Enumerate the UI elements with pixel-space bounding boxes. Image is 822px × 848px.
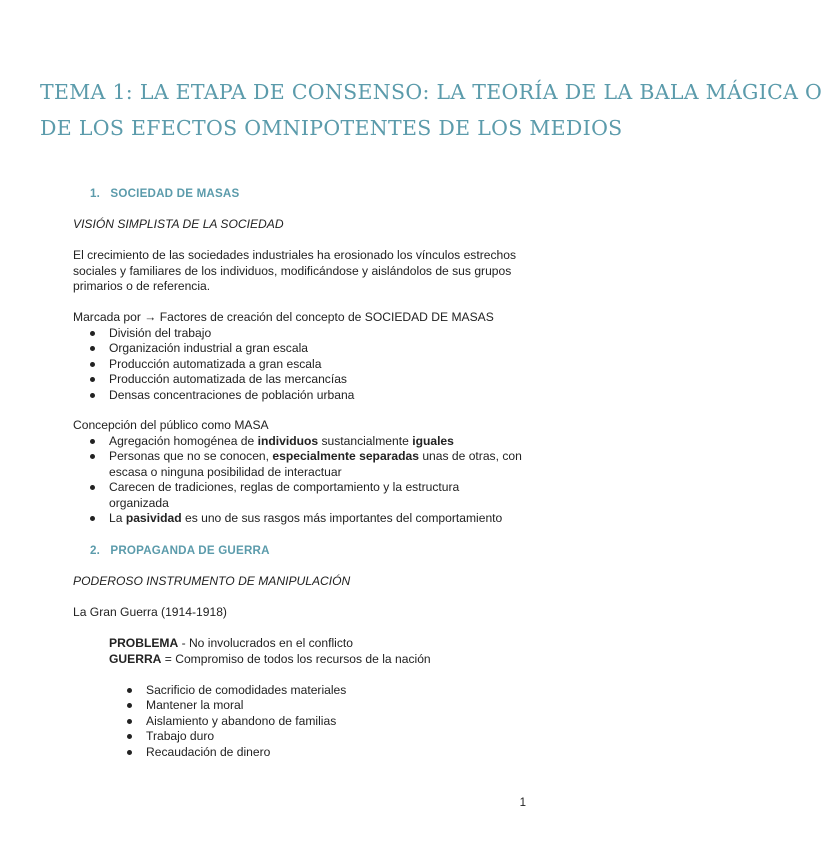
section-2-number: 2.	[90, 544, 101, 557]
list-item: La pasividad es uno de sus rasgos más importantes del comportamiento	[89, 511, 522, 527]
list-item: Organización industrial a gran escala	[89, 341, 354, 357]
list-item: División del trabajo	[89, 326, 354, 342]
factors-list	[89, 326, 354, 404]
masa-list	[89, 434, 522, 527]
list-item: Producción automatizada a gran escala	[89, 357, 354, 373]
section-1-heading-text: SOCIEDAD DE MASAS	[110, 187, 240, 200]
guerra-line	[109, 652, 431, 668]
list-item: Aislamiento y abandono de familias	[126, 714, 346, 730]
section-1-heading	[90, 186, 239, 202]
list-item: Carecen de tradiciones, reglas de comportamiento y la estructura organizada	[89, 480, 522, 511]
marcada-intro: Marcada por → Factores de creación del concepto de SOCIEDAD DE MASAS	[73, 310, 494, 324]
list-item: Personas que no se conocen, especialmente separadas unas de otras, con escasa o ninguna posibilidad de interactuar	[89, 449, 522, 480]
list-item: Agregación homogénea de individuos sustancialmente iguales	[89, 434, 522, 450]
list-item: Densas concentraciones de población urbana	[89, 388, 354, 404]
masa-intro: Concepción del público como MASA	[73, 418, 269, 432]
title-line-2: DE LOS EFECTOS OMNIPOTENTES DE LOS MEDIOS	[40, 116, 623, 140]
paragraph-line: primarios o de referencia.	[73, 279, 211, 293]
bold-term: individuos	[257, 433, 319, 448]
section-2-subtitle: PODEROSO INSTRUMENTO DE MANIPULACIÓN	[73, 574, 351, 588]
problema-label: PROBLEMA	[109, 636, 179, 650]
list-item: Mantener la moral	[126, 698, 346, 714]
list-item: Sacrificio de comodidades materiales	[126, 683, 346, 699]
document-title	[40, 74, 822, 146]
paragraph-line: sociales y familiares de los individuos, modificándose y aislándolos de sus grupos	[73, 263, 512, 278]
guerra-text: = Compromiso de todos los recursos de la nación	[161, 651, 431, 666]
bold-term: especialmente separadas	[272, 449, 419, 463]
war-items-list	[126, 683, 346, 761]
problema-text: - No involucrados en el conflicto	[178, 636, 353, 650]
section-2-heading	[90, 543, 270, 559]
problema-line	[109, 636, 353, 652]
section-2-heading-text: PROPAGANDA DE GUERRA	[110, 544, 270, 557]
list-item: Recaudación de dinero	[126, 745, 346, 761]
section-1-subtitle: VISIÓN SIMPLISTA DE LA SOCIEDAD	[73, 217, 284, 231]
title-line-1: TEMA 1: LA ETAPA DE CONSENSO: LA TEORÍA DE LA BALA MÁGICA O	[40, 80, 822, 104]
guerra-label: GUERRA	[109, 651, 162, 666]
bold-term: pasividad	[125, 511, 182, 525]
war-line: La Gran Guerra (1914-1918)	[73, 605, 227, 619]
list-item: Trabajo duro	[126, 729, 346, 745]
page-number: 1	[519, 797, 526, 809]
section-1-number: 1.	[90, 187, 101, 200]
list-item: Producción automatizada de las mercancías	[89, 372, 354, 388]
paragraph-line: El crecimiento de las sociedades industriales ha erosionado los vínculos estrechos	[73, 248, 517, 262]
bold-term: iguales	[412, 433, 454, 448]
